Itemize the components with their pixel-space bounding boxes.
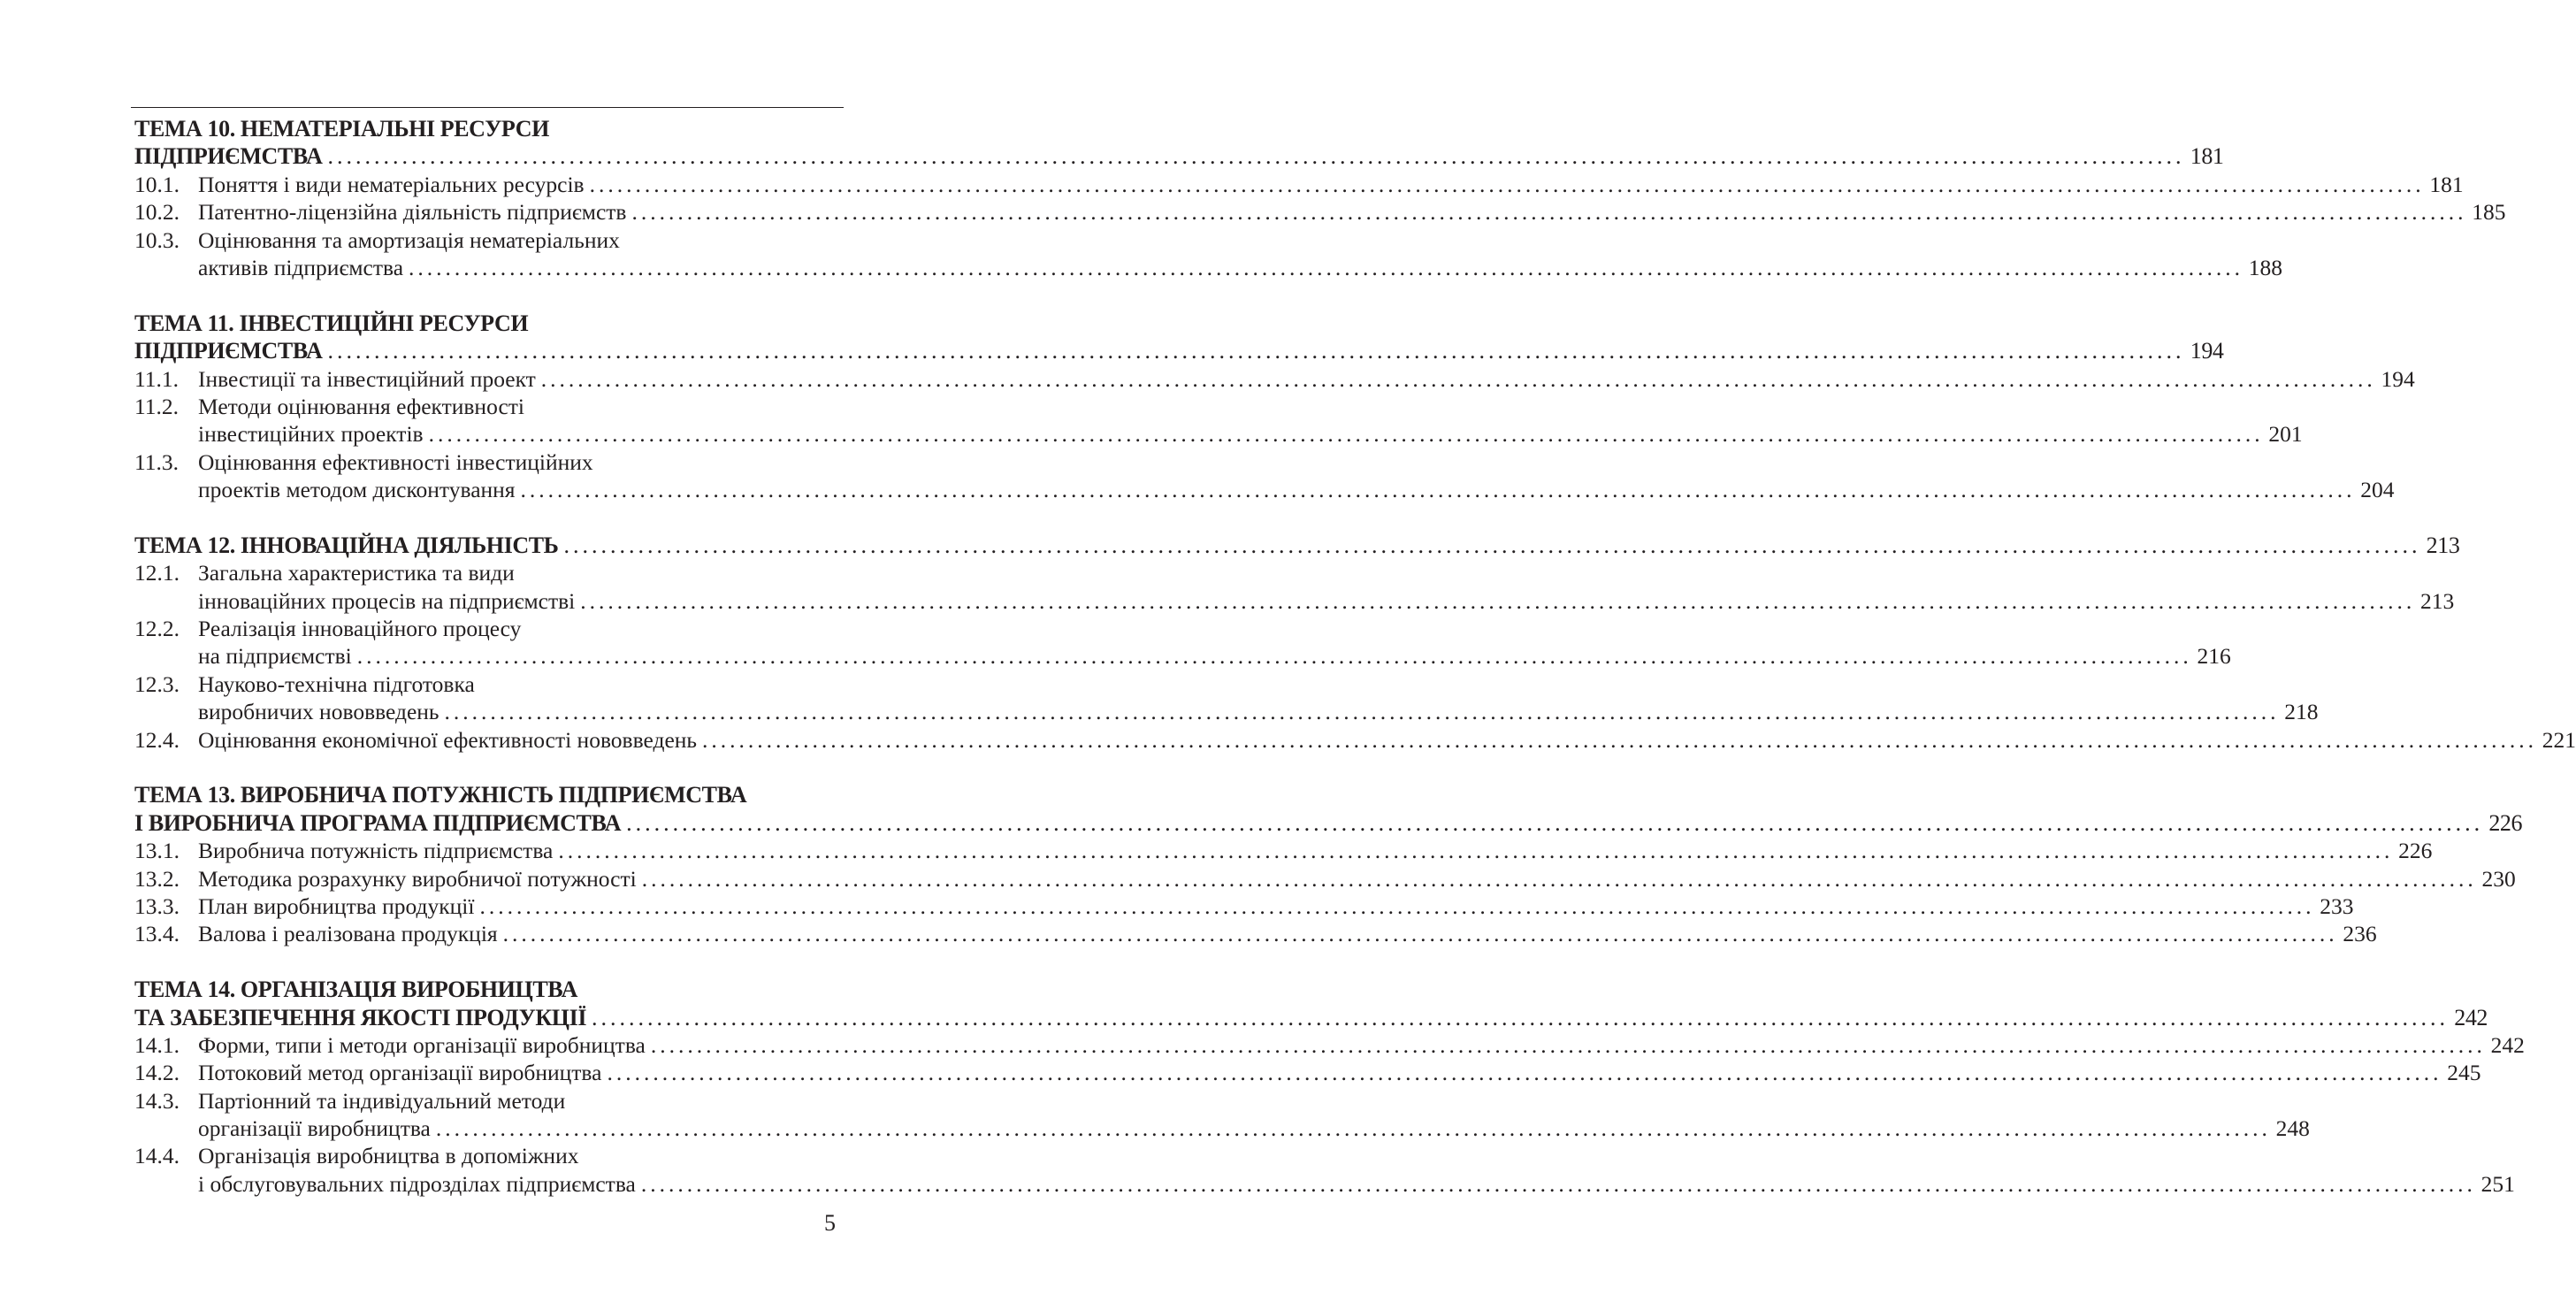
section-title: Виробнича потужність підприємства (198, 838, 554, 864)
leader-dots: ........................................................................................................................................................................................................ (589, 171, 2425, 197)
toc-page-number: 204 (2360, 477, 2395, 503)
leader-dots: ........................................................................................................................................................................................................ (631, 199, 2467, 226)
toc-topic-line[interactable] (134, 142, 2224, 170)
toc-page-number: 245 (2447, 1060, 2481, 1086)
table-of-contents (134, 115, 2576, 1198)
section-title: Потоковий метод організації виробництва (198, 1060, 602, 1086)
toc-section-line[interactable] (134, 587, 2455, 615)
leader-dots: ........................................................................................................................................................................................................ (479, 892, 2315, 919)
leader-dots: ........................................................................................................................................................................................................ (444, 699, 2280, 725)
section-title: Методика розрахунку виробничої потужності (198, 865, 637, 892)
toc-section-line[interactable] (134, 171, 2464, 198)
section-title: Партіонний та індивідуальний методи (198, 1087, 566, 1114)
toc-page-number: 248 (2275, 1115, 2310, 1142)
toc-section-line[interactable] (134, 726, 2576, 754)
section-title: План виробництва продукції (198, 892, 475, 919)
toc-page-number: 226 (2488, 809, 2523, 836)
toc-spacer (134, 948, 836, 976)
section-title: на підприємстві (198, 643, 352, 670)
toc-page-number: 181 (2429, 171, 2464, 197)
leader-dots: ........................................................................................................................................................................................................ (650, 1031, 2486, 1058)
section-number: 14.2. (134, 1060, 180, 1086)
toc-section-line[interactable] (134, 1031, 2525, 1059)
leader-dots: ........................................................................................................................................................................................................ (327, 143, 2185, 170)
section-number: 14.1. (134, 1031, 180, 1058)
leader-dots: ........................................................................................................................................................................................................ (580, 587, 2416, 614)
section-title: Інвестиції та інвестиційний проект (198, 365, 536, 392)
toc-section-line[interactable] (134, 615, 836, 642)
toc-page-number: 221 (2542, 726, 2576, 753)
toc-section-line[interactable] (134, 642, 2231, 670)
leader-dots: ........................................................................................................................................................................................................ (702, 726, 2538, 753)
section-title: Реалізація інноваційного процесу (198, 616, 522, 642)
toc-section-line[interactable] (134, 865, 2516, 892)
section-number: 13.3. (134, 892, 180, 919)
toc-section-line[interactable] (134, 920, 2377, 947)
topic-title: ТЕМА 12. ІННОВАЦІЙНА ДІЯЛЬНІСТЬ (134, 532, 559, 558)
topic-title: І ВИРОБНИЧА ПРОГРАМА ПІДПРИЄМСТВА (134, 809, 622, 836)
toc-section-line[interactable] (134, 476, 2395, 503)
topic-title: ПІДПРИЄМСТВА (134, 143, 323, 170)
toc-page-number: 181 (2190, 143, 2224, 170)
toc-section-line[interactable] (134, 1059, 2481, 1086)
section-title: активів підприємства (198, 254, 404, 280)
topic-title: ПІДПРИЄМСТВА (134, 338, 323, 364)
section-title: Форми, типи і методи організації виробництва (198, 1031, 646, 1058)
toc-page-number: 194 (2381, 365, 2415, 392)
toc-spacer (134, 503, 836, 531)
section-number: 11.3. (134, 448, 180, 475)
toc-spacer (134, 281, 836, 309)
section-title: Оцінювання економічної ефективності нововведень (198, 726, 698, 753)
toc-page-number: 218 (2284, 699, 2319, 725)
section-title: інвестиційних проектів (198, 421, 424, 448)
toc-spacer (134, 754, 836, 781)
section-title: виробничих нововведень (198, 699, 440, 725)
section-number: 12.3. (134, 670, 180, 697)
section-title: і обслуговувальних підрозділах підприємства (198, 1170, 636, 1197)
toc-topic-line[interactable] (134, 532, 2460, 559)
leader-dots: ........................................................................................................................................................................................................ (502, 921, 2338, 947)
leader-dots: ........................................................................................................................................................................................................ (409, 254, 2244, 280)
toc-topic-line[interactable] (134, 310, 836, 337)
toc-section-line[interactable] (134, 1170, 2515, 1198)
toc-page-number: 213 (2426, 532, 2460, 558)
toc-section-line[interactable] (134, 448, 836, 476)
section-number: 11.1. (134, 365, 180, 392)
toc-section-line[interactable] (134, 698, 2319, 725)
toc-section-line[interactable] (134, 837, 2433, 864)
toc-page-number: 242 (2454, 1004, 2488, 1030)
section-title: Науково-технічна підготовка (198, 670, 475, 697)
toc-section-line[interactable] (134, 393, 836, 420)
leader-dots: ........................................................................................................................................................................................................ (540, 365, 2376, 392)
section-title: проектів методом дисконтування (198, 477, 516, 503)
section-title: Валова і реалізована продукція (198, 921, 498, 947)
toc-page-number: 242 (2490, 1031, 2525, 1058)
toc-topic-line[interactable] (134, 1004, 2488, 1031)
section-title: Патентно-ліцензійна діяльність підприємств (198, 199, 627, 226)
toc-section-line[interactable] (134, 559, 836, 586)
toc-page-number: 213 (2420, 587, 2455, 614)
toc-topic-line[interactable] (134, 115, 836, 142)
toc-section-line[interactable] (134, 1115, 2310, 1142)
page-number: 5 (824, 1210, 836, 1236)
toc-topic-line[interactable] (134, 809, 2523, 837)
leader-dots: ........................................................................................................................................................................................................ (563, 532, 2421, 558)
section-number: 12.4. (134, 726, 180, 753)
section-number: 12.1. (134, 560, 180, 586)
section-title: організації виробництва (198, 1115, 431, 1142)
leader-dots: ........................................................................................................................................................................................................ (607, 1060, 2442, 1086)
toc-section-line[interactable] (134, 892, 2354, 920)
section-number: 12.2. (134, 616, 180, 642)
header-rule (131, 107, 844, 108)
toc-page-number: 216 (2197, 643, 2231, 670)
section-number: 10.1. (134, 171, 180, 197)
toc-page-number: 233 (2320, 892, 2354, 919)
leader-dots: ........................................................................................................................................................................................................ (428, 421, 2264, 448)
section-title: Організація виробництва в допоміжних (198, 1143, 579, 1169)
section-number: 13.1. (134, 838, 180, 864)
toc-section-line[interactable] (134, 1142, 836, 1169)
section-number: 13.2. (134, 865, 180, 892)
section-number: 10.2. (134, 199, 180, 226)
toc-page-number: 230 (2481, 865, 2516, 892)
topic-title: ТЕМА 13. ВИРОБНИЧА ПОТУЖНІСТЬ ПІДПРИЄМСТВА (134, 782, 747, 808)
toc-page-number: 251 (2480, 1170, 2515, 1197)
leader-dots: ........................................................................................................................................................................................................ (327, 338, 2185, 364)
leader-dots: ........................................................................................................................................................................................................ (520, 477, 2356, 503)
toc-page-number: 188 (2248, 254, 2283, 280)
toc-page-number: 194 (2190, 338, 2224, 364)
toc-page-number: 201 (2268, 421, 2303, 448)
section-number: 13.4. (134, 921, 180, 947)
toc-section-line[interactable] (134, 670, 836, 698)
section-number: 11.2. (134, 393, 180, 419)
toc-section-line[interactable] (134, 420, 2303, 448)
leader-dots: ........................................................................................................................................................................................................ (356, 643, 2192, 670)
section-title: Методи оцінювання ефективності (198, 393, 525, 419)
leader-dots: ........................................................................................................................................................................................................ (640, 1170, 2476, 1197)
toc-section-line[interactable] (134, 226, 836, 254)
toc-topic-line[interactable] (134, 337, 2224, 364)
section-number: 14.4. (134, 1143, 180, 1169)
toc-topic-line[interactable] (134, 781, 836, 808)
section-number: 14.3. (134, 1087, 180, 1114)
toc-section-line[interactable] (134, 254, 2283, 281)
toc-page-number: 236 (2343, 921, 2377, 947)
section-title: Оцінювання та амортизація нематеріальних (198, 226, 620, 253)
toc-page-number: 185 (2472, 199, 2506, 226)
toc-section-line[interactable] (134, 365, 2415, 393)
leader-dots: ........................................................................................................................................................................................................ (435, 1115, 2271, 1142)
section-number: 10.3. (134, 226, 180, 253)
section-title: Оцінювання ефективності інвестиційних (198, 448, 593, 475)
topic-title: ТА ЗАБЕЗПЕЧЕННЯ ЯКОСТІ ПРОДУКЦІЇ (134, 1004, 587, 1030)
topic-title: ТЕМА 10. НЕМАТЕРІАЛЬНІ РЕСУРСИ (134, 116, 549, 142)
leader-dots: ........................................................................................................................................................................................................ (626, 809, 2484, 836)
section-title: інноваційних процесів на підприємстві (198, 587, 576, 614)
leader-dots: ........................................................................................................................................................................................................ (641, 865, 2477, 892)
section-title: Поняття і види нематеріальних ресурсів (198, 171, 585, 197)
topic-title: ТЕМА 11. ІНВЕСТИЦІЙНІ РЕСУРСИ (134, 310, 529, 336)
section-title: Загальна характеристика та види (198, 560, 515, 586)
toc-topic-line[interactable] (134, 976, 836, 1003)
leader-dots: ........................................................................................................................................................................................................ (592, 1004, 2450, 1030)
toc-section-line[interactable] (134, 198, 2506, 226)
toc-section-line[interactable] (134, 1087, 836, 1115)
toc-page-number: 226 (2398, 838, 2433, 864)
leader-dots: ........................................................................................................................................................................................................ (558, 838, 2394, 864)
topic-title: ТЕМА 14. ОРГАНІЗАЦІЯ ВИРОБНИЦТВА (134, 977, 577, 1003)
